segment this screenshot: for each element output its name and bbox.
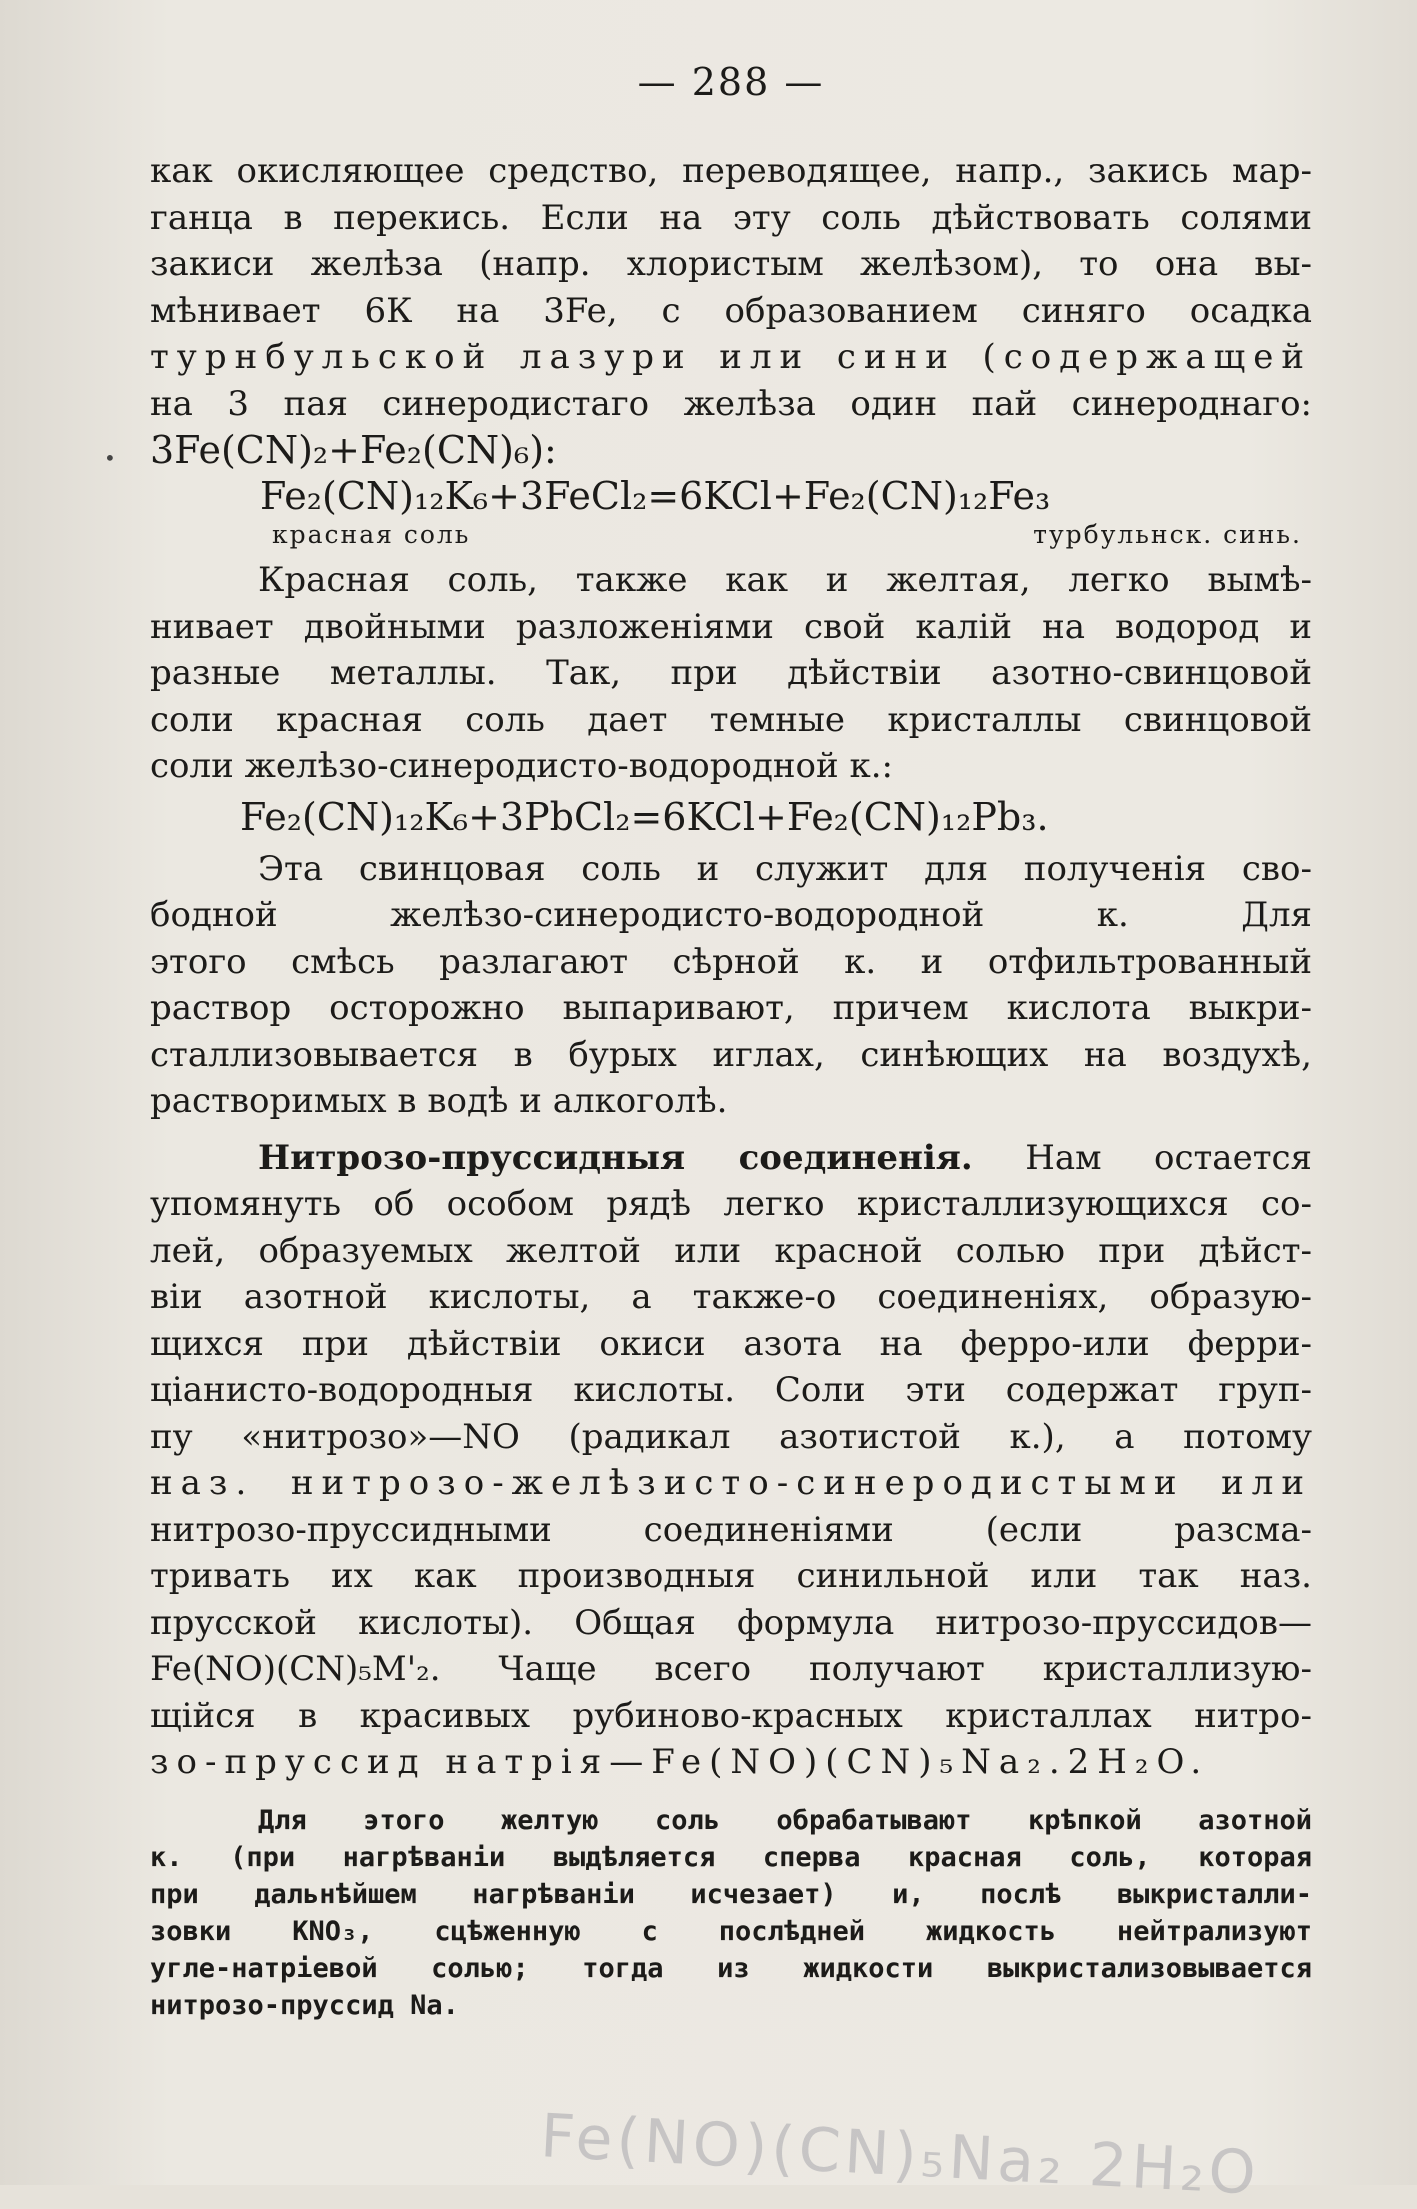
footnote-line: к. (при нагрѣваніи выдѣляется сперва красная соль, которая (150, 1841, 1312, 1873)
text-line: зо-пруссид натрія—Fe(NO)(CN)₅Na₂.2H₂O. (150, 1742, 1210, 1782)
text-line (150, 1135, 1312, 1182)
text-line: закиси желѣза (напр. хлористым желѣзом), то она вы- (150, 244, 1312, 284)
page-number: — 288 — (637, 60, 825, 104)
text-line: Эта свинцовая соль и служит для полученія сво- (258, 848, 1312, 889)
text-line: сталлизовывается в бурых иглах, синѣющих на воздухѣ, (150, 1034, 1312, 1075)
margin-mark: • (104, 446, 116, 470)
text-line: бодной желѣзо-синеродисто-водородной к. Для (150, 895, 1312, 935)
text-line: 3Fe(CN)₂+Fe₂(CN)₆): (150, 428, 557, 472)
text-line: тривать их как производныя синильной или так наз. (150, 1556, 1312, 1596)
text-line: прусской кислоты). Общая формула нитрозо-пруссидов— (150, 1602, 1312, 1643)
text-line: турнбульской лазури или сини (содержащей (150, 337, 1312, 377)
formula-red-salt: Fe₂(CN)₁₂K₆+3FeCl₂=6KCl+Fe₂(CN)₁₂Fe₃ (260, 474, 1051, 518)
section-heading: Нитрозо-пруссидныя соединенія. (258, 1137, 973, 1178)
text-line: соли желѣзо-синеродисто-водородной к.: (150, 746, 894, 786)
text-line: как окисляющее средство, переводящее, напр., закись мар- (150, 151, 1312, 191)
paragraph-1 (150, 148, 1312, 473)
text-line: пу «нитрозо»—NO (радикал азотистой к.), а потому (150, 1416, 1312, 1457)
paragraph-3 (150, 846, 1312, 1125)
text-line: растворимых в водѣ и алкоголѣ. (150, 1081, 728, 1121)
paragraph-4 (150, 1135, 1312, 1786)
text-line: этого смѣсь разлагают сѣрной к. и отфильтрованный (150, 941, 1312, 982)
text-line: віи азотной кислоты, а также-о соединеніях, образую- (150, 1277, 1312, 1317)
text-line: нитрозо-пруссидными соединеніями (если разсма- (150, 1509, 1312, 1550)
text-line: упомянуть об особом рядѣ легко кристаллизующихся со- (150, 1184, 1312, 1224)
text-line: нивает двойными разложеніями свой калій на водород и (150, 606, 1312, 647)
footnote-line: Для этого желтую соль обрабатывают крѣпкой азотной (258, 1804, 1312, 1836)
text-line: на 3 пая синеродистаго желѣза один пай синероднаго: (150, 383, 1312, 424)
text-line: Fe(NO)(CN)₅M'₂. Чаще всего получают кристаллизую- (150, 1649, 1312, 1689)
formula-lead-salt: Fe₂(CN)₁₂K₆+3PbCl₂=6KCl+Fe₂(CN)₁₂Pb₃. (240, 794, 1049, 839)
text-line: ціанисто-водородныя кислоты. Соли эти содержат груп- (150, 1370, 1312, 1410)
text-line: щихся при дѣйствіи окиси азота на ферро-или ферри- (150, 1323, 1312, 1364)
label-turnbull-blue: турбульнск. синь. (1033, 520, 1302, 549)
paragraph-2 (150, 557, 1312, 790)
footnote-line: при дальнѣйшем нагрѣваніи исчезает) и, послѣ выкристалли- (150, 1878, 1312, 1910)
footnote-line: зовки KNO₃, сцѣженную с послѣдней жидкость нейтрализуют (150, 1915, 1312, 1947)
footnote (150, 1802, 1312, 2024)
text-line: лей, образуемых желтой или красной солью при дѣйст- (150, 1230, 1312, 1271)
text-line: мѣнивает 6К на 3Fe, с образованием синяго осадка (150, 290, 1312, 331)
text-line: наз. нитрозо-желѣзисто-синеродистыми или (150, 1463, 1312, 1503)
text-line: разные металлы. Так, при дѣйствіи азотно-свинцовой (150, 653, 1312, 693)
text-line: Красная соль, также как и желтая, легко вымѣ- (258, 560, 1312, 600)
text-line: соли красная соль дает темные кристаллы свинцовой (150, 699, 1312, 740)
text-line: ганца в перекись. Если на эту соль дѣйствовать солями (150, 197, 1312, 238)
text-line: щійся в красивых рубиново-красных кристаллах нитро- (150, 1695, 1312, 1736)
text-line: раствор осторожно выпаривают, причем кислота выкри- (150, 988, 1312, 1028)
formula-labels (150, 519, 1312, 557)
footnote-line: нитрозо-пруссид Na. (150, 1989, 459, 2021)
heading-continuation: Нам остается (972, 1137, 1312, 1178)
footnote-line: угле-натріевой солью; тогда из жидкости выкристализовывается (150, 1952, 1312, 1984)
label-red-salt: красная соль (272, 520, 471, 549)
pencil-annotation: Fe(NO)(CN)₅Na₂ 2H₂O (538, 2101, 1262, 2209)
